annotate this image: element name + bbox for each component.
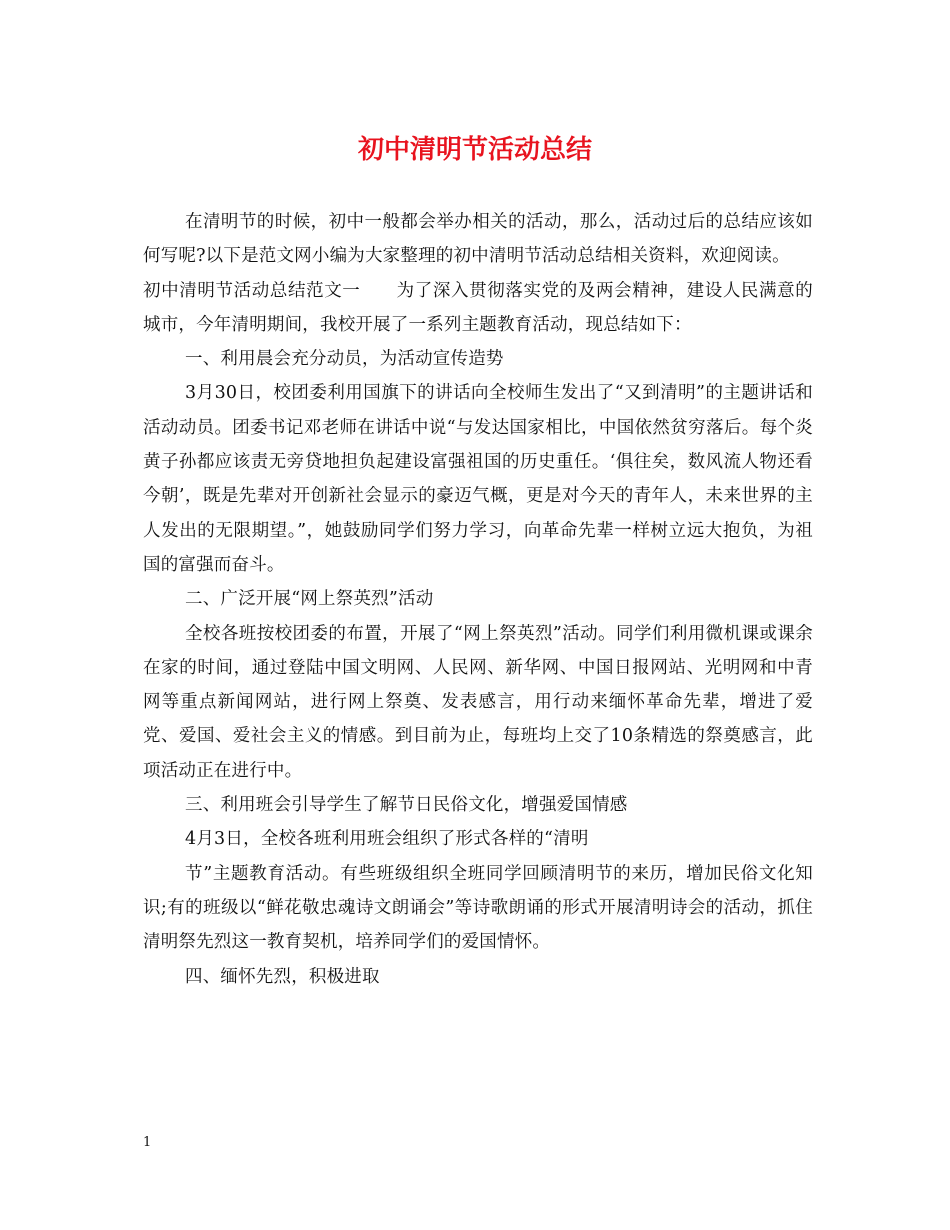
document-title: 初中清明节活动总结 <box>357 135 592 165</box>
section-heading-3: 三、利用班会引导学生了解节日民俗文化，增强爱国情感 <box>185 795 628 816</box>
section-heading-1: 一、利用晨会充分动员，为活动宣传造势 <box>185 349 504 370</box>
section-1-paragraph: 3月30日，校团委利用国旗下的讲话向全校师生发出了“又到清明”的主题讲话和活动动员。团委书记邓老师在讲话中说“与发达国家相比，中国依然贫穷落后。每个炎黄子孙都应该责无旁贷地担负起建设富强祖国的历史重任。‘俱往矣，数风流人物还看今朝’，既是先辈对开创新社会显示的豪迈气概，更是对今天的青年人，未来世界的主人发出的无限期望。”，她鼓励同学们努力学习，向革命先辈一样树立远大抱负，为祖国的富强而奋斗。 <box>143 383 813 575</box>
section-3-paragraph: 节”主题教育活动。有些班级组织全班同学回顾清明节的来历，增加民俗文化知识;有的班级以“鲜花敬忠魂诗文朗诵会”等诗歌朗诵的形式开展清明诗会的活动，抓住清明祭先烈这一教育契机，培养同学们的爱国情怀。 <box>143 863 813 953</box>
document-body <box>143 205 813 994</box>
section-heading-4: 四、缅怀先烈，积极进取 <box>185 966 380 987</box>
section-2-paragraph: 全校各班按校团委的布置，开展了“网上祭英烈”活动。同学们利用微机课或课余在家的时间，通过登陆中国文明网、人民网、新华网、中国日报网站、光明网和中青网等重点新闻网站，进行网上祭奠、发表感言，用行动来缅怀革命先辈，增进了爱党、爱国、爱社会主义的情感。到目前为止，每班均上交了10条精选的祭奠感言，此项活动正在进行中。 <box>143 623 813 781</box>
section-heading-2: 二、广泛开展“网上祭英烈”活动 <box>185 589 434 610</box>
section-3-paragraph-start: 4月3日，全校各班利用班会组织了形式各样的“清明 <box>185 829 589 850</box>
page-number: 1 <box>143 1135 152 1150</box>
sample-one-paragraph: 初中清明节活动总结范文一 为了深入贯彻落实党的及两会精神，建设人民满意的城市，今年清明期间，我校开展了一系列主题教育活动，现总结如下： <box>143 280 813 335</box>
intro-paragraph: 在清明节的时候，初中一般都会举办相关的活动，那么，活动过后的总结应该如何写呢?以下是范文网小编为大家整理的初中清明节活动总结相关资料，欢迎阅读。 <box>143 212 813 267</box>
